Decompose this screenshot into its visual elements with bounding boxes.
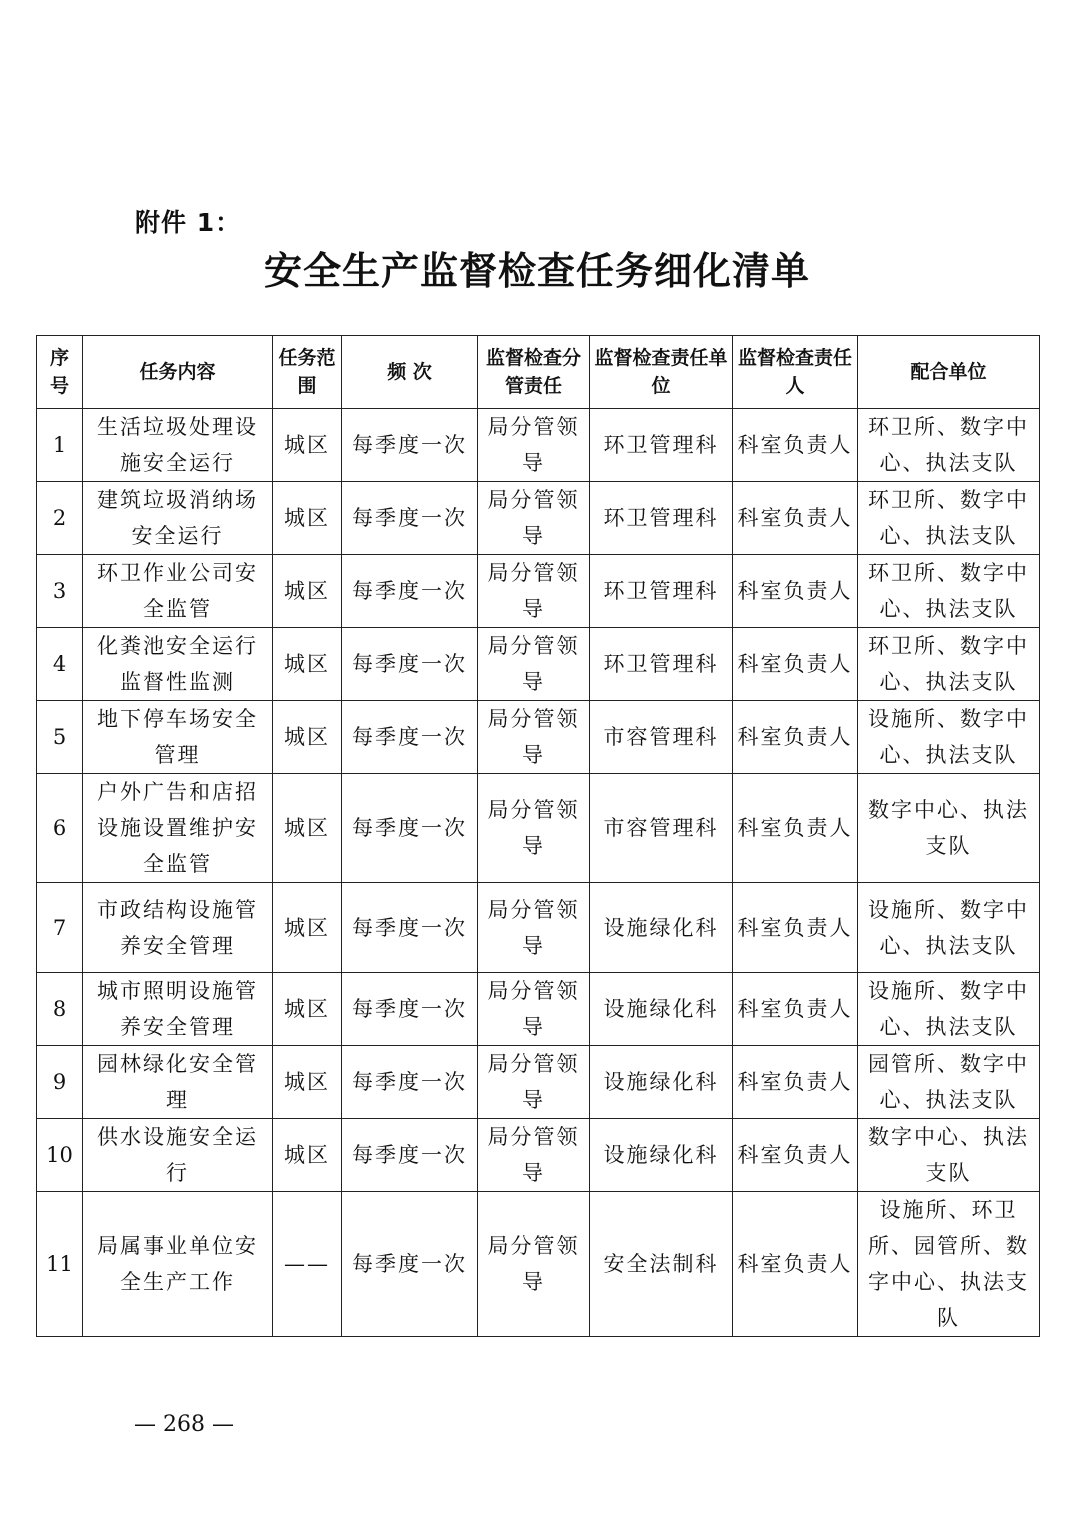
cell-responsible-unit: 设施绿化科 [590, 883, 733, 973]
cell-responsible-person: 科室负责人 [733, 701, 858, 774]
table-row [37, 628, 1040, 701]
cell-responsible-unit: 环卫管理科 [590, 409, 733, 482]
table-row [37, 482, 1040, 555]
table-header-row [37, 336, 1040, 409]
cell-responsible-unit: 环卫管理科 [590, 482, 733, 555]
cell-frequency: 每季度一次 [342, 1119, 478, 1192]
cell-responsible-unit: 安全法制科 [590, 1192, 733, 1337]
col-header-no: 序号 [37, 336, 83, 409]
cell-cooperating-units: 环卫所、数字中心、执法支队 [858, 555, 1040, 628]
page-number: — 268 — [134, 1412, 234, 1437]
cell-row-number: 9 [37, 1046, 83, 1119]
table-row [37, 1046, 1040, 1119]
cell-row-number: 2 [37, 482, 83, 555]
cell-frequency: 每季度一次 [342, 883, 478, 973]
col-header-leader: 监督检查分管责任 [478, 336, 590, 409]
cell-responsible-unit: 市容管理科 [590, 774, 733, 883]
cell-task-scope: —— [273, 1192, 342, 1337]
task-table [36, 335, 1040, 1337]
cell-frequency: 每季度一次 [342, 628, 478, 701]
cell-frequency: 每季度一次 [342, 973, 478, 1046]
cell-task-scope: 城区 [273, 774, 342, 883]
cell-task-content: 城市照明设施管养安全管理 [83, 973, 273, 1046]
col-header-task: 任务内容 [83, 336, 273, 409]
cell-cooperating-units: 数字中心、执法支队 [858, 1119, 1040, 1192]
cell-responsible-unit: 环卫管理科 [590, 555, 733, 628]
cell-task-scope: 城区 [273, 409, 342, 482]
cell-frequency: 每季度一次 [342, 1046, 478, 1119]
cell-frequency: 每季度一次 [342, 1192, 478, 1337]
cell-task-content: 园林绿化安全管理 [83, 1046, 273, 1119]
table-row [37, 1119, 1040, 1192]
document-title: 安全生产监督检查任务细化清单 [263, 248, 810, 293]
cell-responsible-person: 科室负责人 [733, 973, 858, 1046]
cell-task-content: 局属事业单位安全生产工作 [83, 1192, 273, 1337]
table-row [37, 555, 1040, 628]
table-row [37, 774, 1040, 883]
cell-frequency: 每季度一次 [342, 774, 478, 883]
cell-row-number: 10 [37, 1119, 83, 1192]
cell-task-content: 户外广告和店招设施设置维护安全监管 [83, 774, 273, 883]
cell-task-scope: 城区 [273, 1119, 342, 1192]
cell-supervising-leader: 局分管领导 [478, 883, 590, 973]
col-header-unit: 监督检查责任单位 [590, 336, 733, 409]
cell-task-content: 化粪池安全运行监督性监测 [83, 628, 273, 701]
cell-responsible-person: 科室负责人 [733, 482, 858, 555]
cell-row-number: 6 [37, 774, 83, 883]
cell-responsible-unit: 设施绿化科 [590, 973, 733, 1046]
cell-responsible-person: 科室负责人 [733, 1119, 858, 1192]
cell-cooperating-units: 环卫所、数字中心、执法支队 [858, 409, 1040, 482]
cell-responsible-unit: 环卫管理科 [590, 628, 733, 701]
table-row [37, 409, 1040, 482]
cell-cooperating-units: 园管所、数字中心、执法支队 [858, 1046, 1040, 1119]
cell-cooperating-units: 设施所、数字中心、执法支队 [858, 883, 1040, 973]
cell-task-scope: 城区 [273, 701, 342, 774]
cell-task-content: 建筑垃圾消纳场安全运行 [83, 482, 273, 555]
cell-responsible-unit: 设施绿化科 [590, 1046, 733, 1119]
cell-supervising-leader: 局分管领导 [478, 973, 590, 1046]
cell-responsible-person: 科室负责人 [733, 883, 858, 973]
cell-frequency: 每季度一次 [342, 555, 478, 628]
cell-supervising-leader: 局分管领导 [478, 701, 590, 774]
cell-task-content: 供水设施安全运行 [83, 1119, 273, 1192]
cell-responsible-person: 科室负责人 [733, 1046, 858, 1119]
cell-task-scope: 城区 [273, 482, 342, 555]
cell-cooperating-units: 设施所、环卫所、园管所、数字中心、执法支队 [858, 1192, 1040, 1337]
cell-task-scope: 城区 [273, 1046, 342, 1119]
cell-task-content: 市政结构设施管养安全管理 [83, 883, 273, 973]
table-row [37, 701, 1040, 774]
table-row [37, 883, 1040, 973]
cell-cooperating-units: 环卫所、数字中心、执法支队 [858, 482, 1040, 555]
cell-cooperating-units: 环卫所、数字中心、执法支队 [858, 628, 1040, 701]
cell-supervising-leader: 局分管领导 [478, 774, 590, 883]
cell-row-number: 1 [37, 409, 83, 482]
cell-responsible-person: 科室负责人 [733, 1192, 858, 1337]
cell-supervising-leader: 局分管领导 [478, 482, 590, 555]
table-row [37, 1192, 1040, 1337]
cell-task-scope: 城区 [273, 883, 342, 973]
cell-supervising-leader: 局分管领导 [478, 1046, 590, 1119]
cell-row-number: 11 [37, 1192, 83, 1337]
cell-cooperating-units: 数字中心、执法支队 [858, 774, 1040, 883]
cell-task-content: 生活垃圾处理设施安全运行 [83, 409, 273, 482]
col-header-frequency: 频 次 [342, 336, 478, 409]
col-header-cooperating: 配合单位 [858, 336, 1040, 409]
cell-responsible-person: 科室负责人 [733, 555, 858, 628]
cell-cooperating-units: 设施所、数字中心、执法支队 [858, 701, 1040, 774]
cell-row-number: 7 [37, 883, 83, 973]
cell-responsible-person: 科室负责人 [733, 628, 858, 701]
cell-responsible-unit: 设施绿化科 [590, 1119, 733, 1192]
cell-row-number: 8 [37, 973, 83, 1046]
cell-task-scope: 城区 [273, 628, 342, 701]
table-row [37, 973, 1040, 1046]
cell-task-content: 环卫作业公司安全监管 [83, 555, 273, 628]
cell-supervising-leader: 局分管领导 [478, 409, 590, 482]
cell-row-number: 3 [37, 555, 83, 628]
cell-row-number: 4 [37, 628, 83, 701]
cell-task-scope: 城区 [273, 555, 342, 628]
cell-row-number: 5 [37, 701, 83, 774]
col-header-scope: 任务范围 [273, 336, 342, 409]
attachment-label: 附件 1： [135, 208, 242, 237]
col-header-person: 监督检查责任人 [733, 336, 858, 409]
cell-task-scope: 城区 [273, 973, 342, 1046]
cell-task-content: 地下停车场安全管理 [83, 701, 273, 774]
cell-frequency: 每季度一次 [342, 409, 478, 482]
cell-cooperating-units: 设施所、数字中心、执法支队 [858, 973, 1040, 1046]
cell-supervising-leader: 局分管领导 [478, 1119, 590, 1192]
cell-frequency: 每季度一次 [342, 482, 478, 555]
cell-frequency: 每季度一次 [342, 701, 478, 774]
cell-supervising-leader: 局分管领导 [478, 628, 590, 701]
cell-supervising-leader: 局分管领导 [478, 555, 590, 628]
cell-responsible-person: 科室负责人 [733, 774, 858, 883]
cell-responsible-person: 科室负责人 [733, 409, 858, 482]
cell-supervising-leader: 局分管领导 [478, 1192, 590, 1337]
cell-responsible-unit: 市容管理科 [590, 701, 733, 774]
